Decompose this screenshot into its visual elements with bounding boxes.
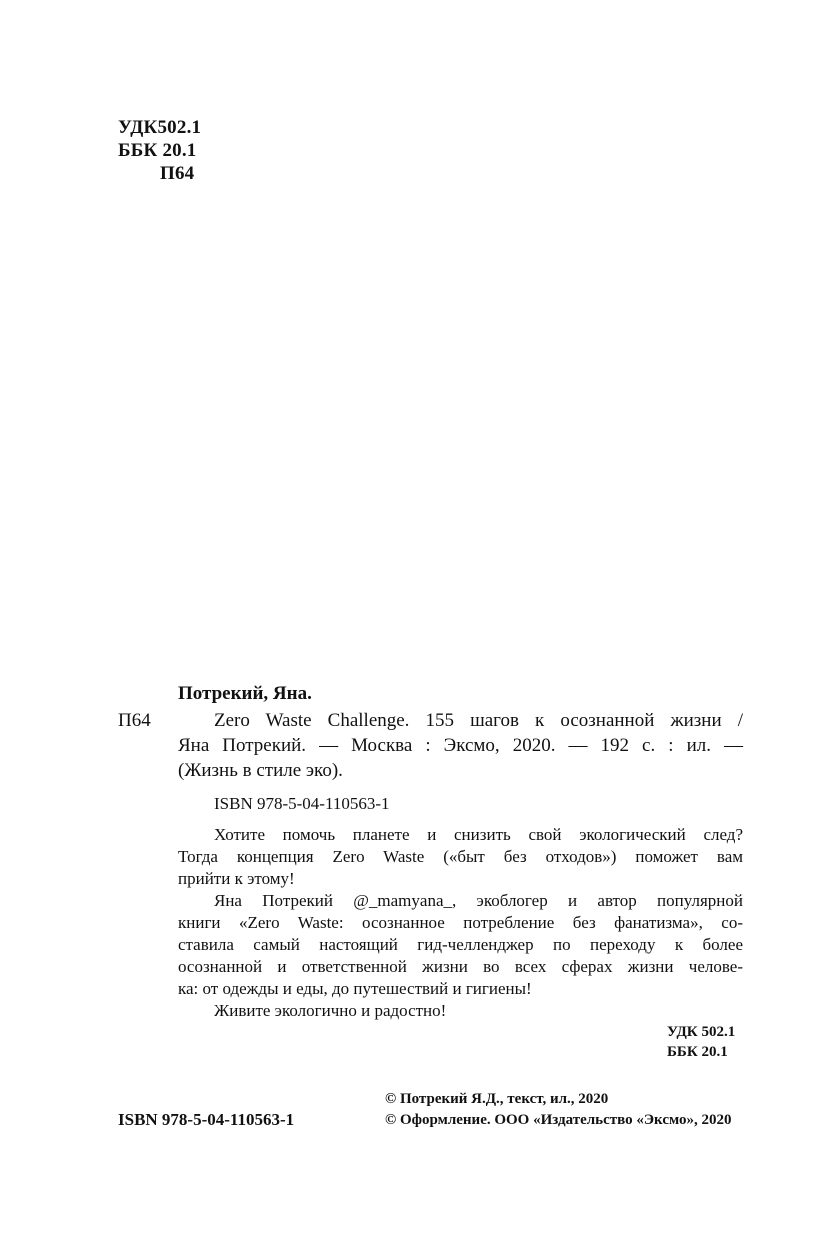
annotation-line-7: осознанной и ответственной жизни во всех сферах жизни челове- xyxy=(178,957,743,976)
annotation-line-9: Живите экологично и радостно! xyxy=(214,1001,447,1020)
copyright-design: © Оформление. ООО «Издательство «Эксмо», 2020 xyxy=(385,1112,732,1128)
bbk-code-top: ББК 20.1 xyxy=(118,140,197,161)
title-line-3: (Жизнь в стиле эко). xyxy=(178,760,343,781)
annotation-line-2: Тогда концепция Zero Waste («быт без отходов») поможет вам xyxy=(178,847,743,866)
annotation-line-3: прийти к этому! xyxy=(178,869,295,888)
annotation-line-6: ставила самый настоящий гид-челленджер по переходу к более xyxy=(178,935,743,954)
isbn-card: ISBN 978-5-04-110563-1 xyxy=(214,794,390,813)
title-line-2: Яна Потрекий. — Москва : Эксмо, 2020. — 192 с. : ил. — xyxy=(178,735,743,756)
annotation-line-5: книги «Zero Waste: осознанное потребление без фанатизма», со- xyxy=(178,913,743,932)
isbn-bottom: ISBN 978-5-04-110563-1 xyxy=(118,1110,295,1129)
title-line-1: Zero Waste Challenge. 155 шагов к осознанной жизни / xyxy=(214,710,743,731)
copyright-text: © Потрекий Я.Д., текст, ил., 2020 xyxy=(385,1091,609,1107)
annotation-line-1: Хотите помочь планете и снизить свой экологический след? xyxy=(214,825,743,844)
author-mark-top: П64 xyxy=(160,163,195,184)
bbk-code-card: ББК 20.1 xyxy=(667,1044,728,1060)
annotation-line-4: Яна Потрекий @_mamyana_, экоблогер и автор популярной xyxy=(214,891,743,910)
author-heading: Потрекий, Яна. xyxy=(178,683,312,704)
udk-code-top: УДК502.1 xyxy=(118,117,202,138)
udk-code-card: УДК 502.1 xyxy=(667,1024,736,1040)
annotation-line-8: ка: от одежды и еды, до путешествий и гигиены! xyxy=(178,979,532,998)
author-mark: П64 xyxy=(118,710,151,731)
